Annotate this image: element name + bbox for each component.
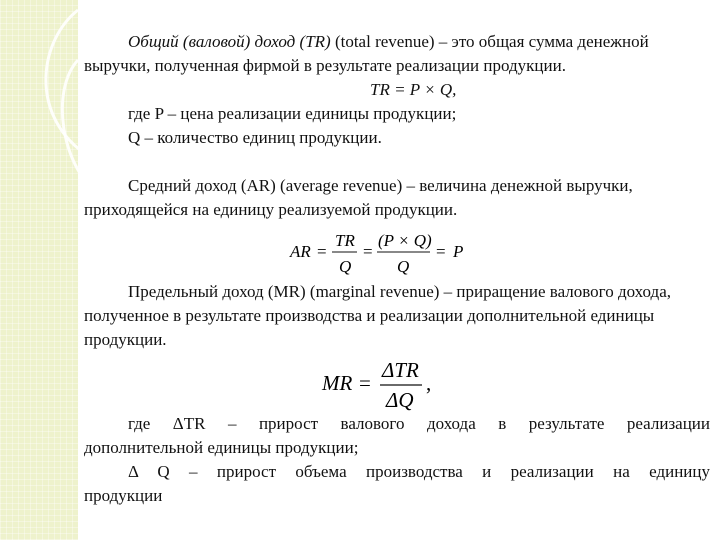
mr-symbol: MR [322, 371, 353, 395]
tr-term: Общий (валовой) доход (TR) [128, 32, 331, 51]
ar-definition: Средний доход (AR) (average revenue) – величина денежной выручки, приходящейся на единицу реализуемой продукции. [84, 176, 633, 219]
where-delta-tr-continuation: дополнительной единицы продукции; [84, 438, 359, 457]
ar-symbol: AR [290, 242, 311, 261]
ar-formula [84, 222, 710, 280]
where-delta-tr-line: где ΔTR – прирост валового дохода в результате реализации [128, 414, 710, 433]
document-body [84, 30, 710, 508]
where-delta-q-continuation: продукции [84, 486, 163, 505]
mr-delta-q-denominator: ΔQ [386, 388, 414, 412]
where-q-line: Q – количество единиц продукции. [128, 128, 382, 147]
tr-definition-text: (total revenue) – это общая сумма денежной выручки, полученная фирмой в результате реализации продукции. [84, 32, 649, 75]
ar-q-denominator-2: Q [397, 257, 410, 276]
ar-pq-numerator: (P × Q) [378, 231, 432, 250]
ar-tr-numerator: TR [335, 231, 355, 250]
ar-q-denominator-1: Q [339, 257, 352, 276]
ar-equals-1: = [317, 242, 327, 261]
ar-equals-2: = [363, 242, 373, 261]
mr-comma: , [426, 371, 432, 395]
ar-p-result: P [453, 242, 464, 261]
mr-delta-tr-numerator: ΔTR [382, 358, 419, 382]
tr-definition [84, 30, 710, 78]
mr-definition: Предельный доход (MR) (marginal revenue) – приращение валового дохода, полученное в результате производства и реализации дополнительной единицы продукции. [84, 282, 671, 349]
where-p-line: где P – цена реализации единицы продукции; [128, 104, 457, 123]
mr-formula [84, 352, 710, 412]
where-delta-q-line: Δ Q – прирост объема производства и реализации на единицу [128, 462, 710, 481]
mr-equals: = [359, 371, 371, 395]
tr-formula: TR = P × Q, [370, 80, 457, 99]
ar-equals-3: = [436, 242, 446, 261]
